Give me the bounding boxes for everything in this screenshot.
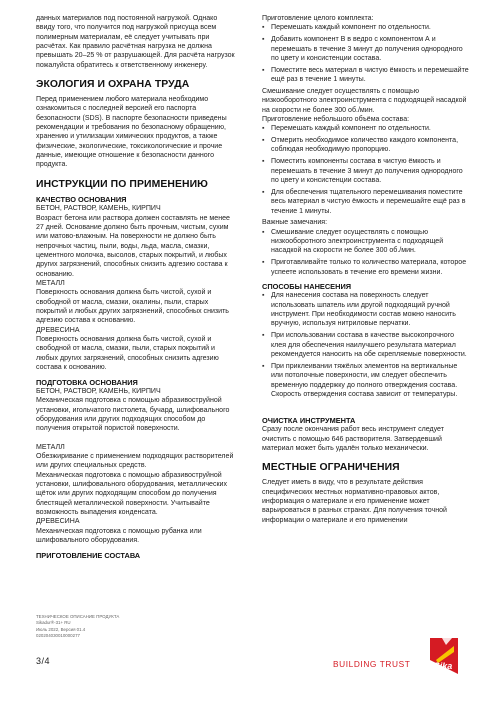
page-number: 3/4 xyxy=(36,656,51,666)
footer-doc-id: 020204030010000277 xyxy=(36,632,80,638)
list-item: ▪ При приклеивании тяжёлых элементов на вертикальные или потолочные поверхности, им следует обеспечить временную поддержку до полного отверждения состава. Скорость отверждения состава зависит от температуры. xyxy=(262,362,470,399)
intro-paragraph: данных материалов под постоянной нагрузкой. Однако ввиду того, что получится под нагрузкой присуща всем полимерным материалам, её следует учитывать при расчётах. Как правило расчётная нагрузка не должна превышать 20–25 % от разрушающей. Для расчёта нагрузок пожалуйста обратитесь к ответственному инженеру. xyxy=(36,15,235,69)
metal-subheading: МЕТАЛЛ xyxy=(36,280,65,288)
quality-heading: КАЧЕСТВО ОСНОВАНИЯ xyxy=(36,194,127,204)
list-item: ▪ При использовании состава в качестве высокопрочного клея для обеспечения наилучшего результата материал рекомендуется наносить на обе скрепляемые поверхности. xyxy=(262,331,470,359)
whole-kit-title: Приготовление целого комплекта: xyxy=(262,15,374,22)
metal-paragraph: Поверхность основания должна быть чистой, сухой и свободной от масла, смазки, окалины, пыли, старых покрытий и любых других загрязнений, способных снизить адгезию состава к основанию. xyxy=(36,289,229,325)
footer-doc-type: ТЕХНИЧЕСКОЕ ОПИСАНИЕ ПРОДУКТА xyxy=(36,614,120,619)
prep-metal-subheading: МЕТАЛЛ xyxy=(36,443,65,451)
sika-logo-icon xyxy=(424,636,464,676)
quality-subheading: БЕТОН, РАСТВОР, КАМЕНЬ, КИРПИЧ xyxy=(36,205,161,213)
limits-paragraph: Следует иметь в виду, что в результате действия специфических местных нормативно-правовых актов, информация о материале и его применение может варьироваться в разных странах. Для получения точной информации о материале и его применении xyxy=(262,479,447,524)
prep-metal-paragraph-1: Обезжиривание с применением подходящих растворителей или других специальных средств. xyxy=(36,453,234,470)
mixing-note: Смешивание следует осуществлять с помощью низкооборотного электроинструмента с подходящей насадкой на скорости не более 300 об./мин. xyxy=(262,87,467,114)
small-volume-title: Приготовление небольшого объёма состава: xyxy=(262,115,410,123)
prep-wood-subheading: ДРЕВЕСИНА xyxy=(36,518,80,526)
methods-heading: СПОСОБЫ НАНЕСЕНИЯ xyxy=(262,281,352,291)
list-item: ▪ Для обеспечения тщательного перемешивания поместите весь материал в чистую ёмкость и перемешайте ещё раз в течение 1 минуты. xyxy=(262,188,470,216)
ecology-heading: ЭКОЛОГИЯ И ОХРАНА ТРУДА xyxy=(36,79,190,91)
cleaning-paragraph: Сразу после окончания работ весь инструмент следует очистить с помощью 646 растворителя. Затвердевший материал может быть удалён только механически. xyxy=(262,426,444,452)
prep-wood-paragraph: Механическая подготовка с помощью рубанка или шлифовального оборудования. xyxy=(36,527,202,545)
important-list xyxy=(262,228,470,277)
prep-metal-paragraph-2: Механическая подготовка с помощью абразивоструйной установки, шлифовального оборудования, металлических щёток или других подходящим способом до получения блестящей металлической поверхности. Учитывайте возможность выпадения конденсата. xyxy=(36,471,228,517)
footer-version: Июль 2022, Версия 01.4 xyxy=(36,626,86,632)
cleaning-heading: ОЧИСТКА ИНСТРУМЕНТА xyxy=(262,415,356,425)
list-item: ▪ Приготавливайте только то количество материала, которое успеете использовать в течение его времени жизни. xyxy=(262,258,470,277)
mix-heading: ПРИГОТОВЛЕНИЕ СОСТАВА xyxy=(36,550,141,560)
prep-heading: ПОДГОТОВКА ОСНОВАНИЯ xyxy=(36,377,138,387)
wood-paragraph: Поверхность основания должна быть чистой, сухой и свободной от масла, смазки, пыли, старых покрытий и любых других загрязнений, способных снизить адгезию состава к основанию. xyxy=(36,336,219,372)
footer-product-name: Sikadur®-31+ RU xyxy=(36,620,71,626)
list-item: ▪ Перемешать каждый компонент по отдельности. xyxy=(262,124,470,133)
instructions-heading: ИНСТРУКЦИИ ПО ПРИМЕНЕНИЮ xyxy=(36,178,208,190)
prep-paragraph: Механическая подготовка с помощью абразивоструйной установки, игольчатого пистолета, бучард, шлифовального оборудования или других подходящих способом до получения открытой пористой поверхности. xyxy=(36,397,230,433)
wood-subheading: ДРЕВЕСИНА xyxy=(36,326,80,334)
list-item: ▪ Для нанесения состава на поверхность следует использовать шпатель или другой подходящий ручной инструмент. При необходимости состав можно наносить вручную, используя нитриловые перчатки. xyxy=(262,291,470,328)
list-item: ▪ Добавить компонент В в ведро с компонентом А и перемешать в течение 3 минут до получения однородного по цвету и консистенции состава. xyxy=(262,35,470,63)
brand-tagline: BUILDING TRUST xyxy=(333,659,411,669)
limits-heading: МЕСТНЫЕ ОГРАНИЧЕНИЯ xyxy=(262,462,400,474)
methods-list xyxy=(262,291,470,399)
footer-product-info xyxy=(36,614,196,639)
important-title: Важные замечания: xyxy=(262,219,328,227)
list-item: ▪ Поместите весь материал в чистую ёмкость и перемешайте ещё раз в течение 1 минуты. xyxy=(262,66,470,85)
ecology-paragraph: Перед применением любого материала необходимо ознакомиться с последней версией его паспорта безопасности (SDS). В паспорте безопасности приведены рекомендации и требования по безопасному обращению, хранению и утилизации химических продуктов, а также физические, экологические, токсикологические и прочие данные, имеющие отношение к безопасности данного продукта. xyxy=(36,96,227,169)
list-item: ▪ Перемешать каждый компонент по отдельности. xyxy=(262,23,470,32)
quality-paragraph: Возраст бетона или раствора должен составлять не менее 27 дней. Основание должно быть прочным, чистым, сухим или матово-влажным. На поверхности не должно быть непрочных частиц, пыли, воды, льда, масла, смазки, цементного молочка, высолов, старых покрытий, и любых других загрязнений, способных снизить адгезию состава к основанию. xyxy=(36,214,230,278)
list-item: ▪ Отмерить необходимое количество каждого компонента, соблюдая необходимую пропорцию. xyxy=(262,136,470,155)
list-item: ▪ Смешивание следует осуществлять с помощью низкооборотного электроинструмента с подходящей насадкой на скорости не более 300 об./мин. xyxy=(262,228,470,256)
prep-subheading: БЕТОН, РАСТВОР, КАМЕНЬ, КИРПИЧ xyxy=(36,388,161,395)
right-column xyxy=(262,14,470,525)
small-volume-list xyxy=(262,124,470,216)
left-column xyxy=(36,14,238,560)
list-item: ▪ Поместить компоненты состава в чистую ёмкость и перемешать в течение 3 минут до получения однородного по цвету и консистенции состава. xyxy=(262,157,470,185)
svg-text:Sika: Sika xyxy=(433,661,453,671)
whole-kit-list xyxy=(262,23,470,84)
